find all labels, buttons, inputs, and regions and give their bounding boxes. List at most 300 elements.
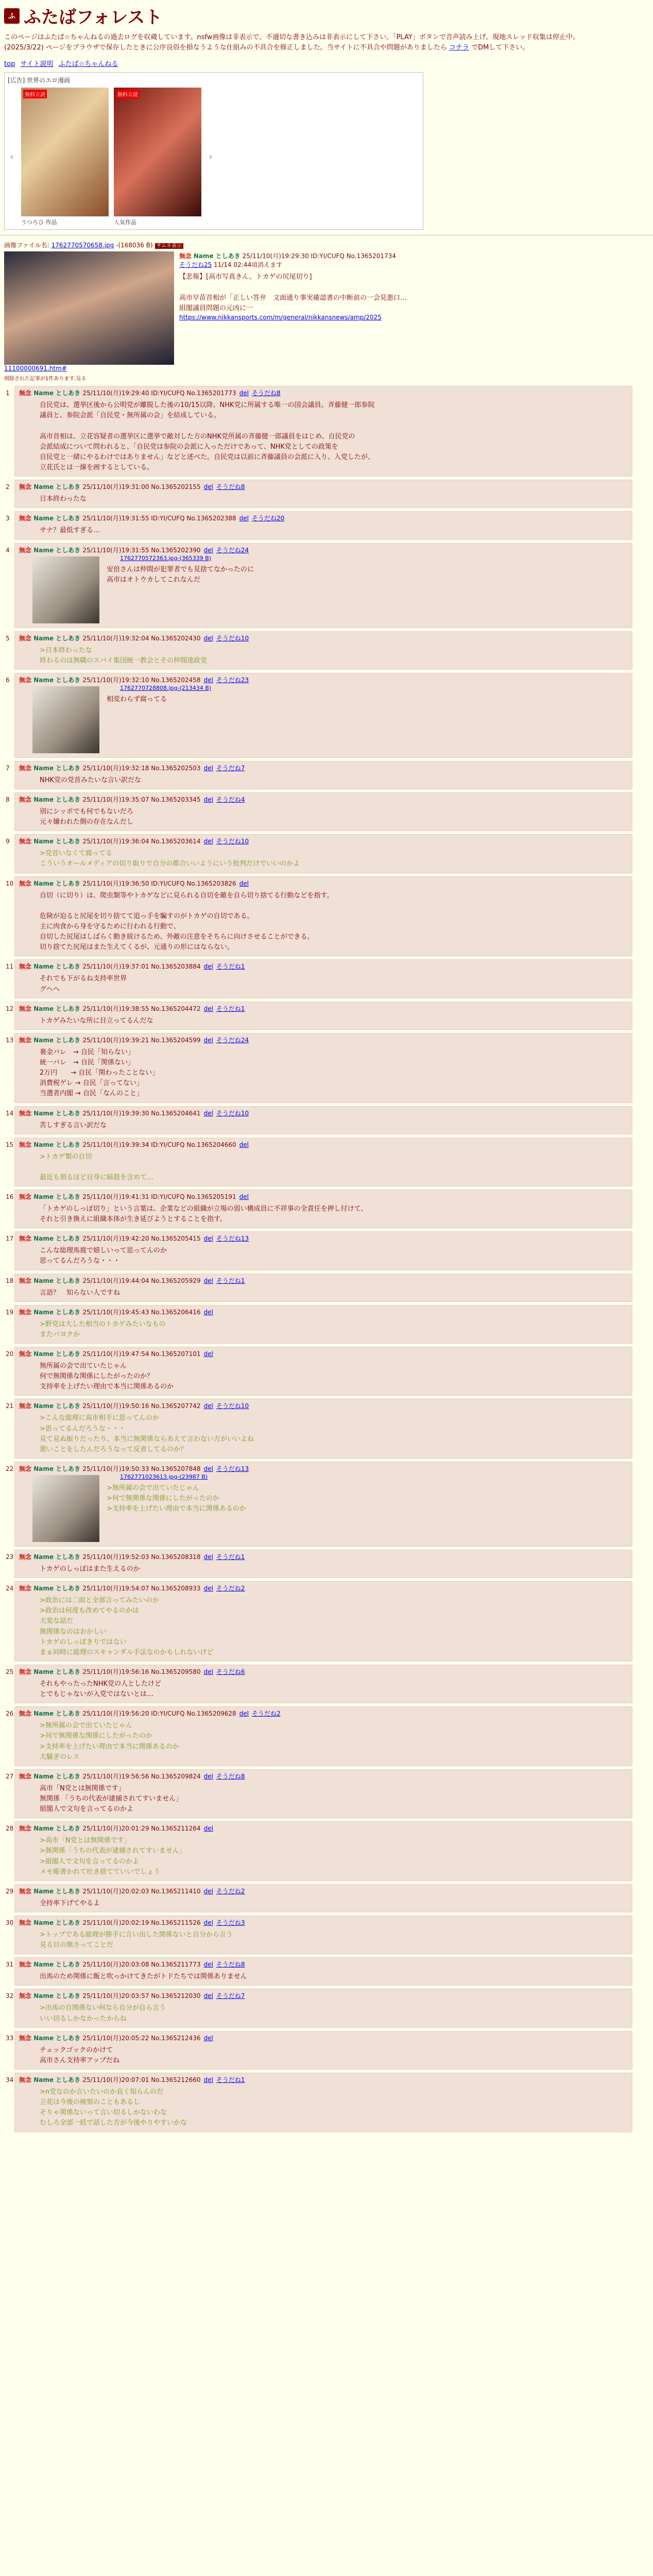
sodane-button[interactable]: そうだね6 bbox=[216, 1668, 245, 1676]
reply-datetime: 25/11/10(月)19:36:50 ID:YI/CUFQ No.1365203826 bbox=[82, 879, 236, 887]
reply-header bbox=[19, 879, 628, 888]
delete-link[interactable]: del bbox=[203, 1992, 213, 2000]
reply-subject: 無念 bbox=[19, 1235, 34, 1243]
sodane-button[interactable]: そうだね1 bbox=[216, 1005, 245, 1012]
op-article-link[interactable]: https://www.nikkansports.com/m/general/nikkansnews/amp/2025 bbox=[179, 313, 382, 321]
reply-subject: 無念 bbox=[19, 764, 34, 772]
reply-post bbox=[6, 1665, 632, 1703]
reply-post bbox=[6, 1033, 632, 1103]
delete-link[interactable]: del bbox=[203, 1235, 213, 1243]
reply-datetime: 25/11/10(月)20:02:19 No.1365211526 bbox=[82, 1919, 201, 1926]
reply-header bbox=[19, 388, 628, 397]
delete-link[interactable]: del bbox=[203, 2076, 213, 2083]
reply-post bbox=[6, 543, 632, 628]
reply-index: 21 bbox=[6, 1402, 14, 1410]
reply-body: チェックゴックのかけて 高市さん支持率アップだね bbox=[40, 2046, 120, 2064]
delete-link[interactable]: del bbox=[203, 1109, 213, 1117]
delete-link[interactable]: del bbox=[203, 963, 213, 971]
reply-post bbox=[6, 834, 632, 873]
reply-list bbox=[0, 386, 653, 2132]
op-file-bar bbox=[4, 241, 649, 249]
reply-index: 23 bbox=[6, 1553, 14, 1561]
reply-body: それでも下がるね支持率世界 グヘヘ bbox=[40, 975, 127, 993]
reply-index: 8 bbox=[6, 795, 10, 803]
reply-index: 2 bbox=[6, 483, 10, 491]
sodane-button[interactable]: そうだね23 bbox=[216, 676, 249, 684]
sodane-button[interactable]: そうだね10 bbox=[216, 838, 249, 845]
reply-datetime: 25/11/10(月)19:38:55 No.1365204472 bbox=[82, 1005, 201, 1012]
reply-header bbox=[19, 1140, 628, 1149]
reply-datetime: 25/11/10(月)19:36:04 No.1365203614 bbox=[82, 838, 201, 845]
sodane-button[interactable]: そうだね1 bbox=[216, 1553, 245, 1561]
reply-body: >n党なのか言いたいのか良く知らんのだ 立花は今後の検察のこともあるし そりゃ関係ないって言い切るしかないわな むしろ全部一括で話した方が今後やりやすいかな bbox=[40, 2088, 187, 2127]
reply-header bbox=[19, 1960, 628, 1969]
reply-post bbox=[6, 673, 632, 758]
notice-contact-link[interactable]: コチラ bbox=[449, 44, 469, 52]
reply-header bbox=[19, 1991, 628, 2000]
delete-link[interactable]: del bbox=[203, 764, 213, 772]
reply-subject: 無念 bbox=[19, 795, 34, 803]
reply-name: Name としあき bbox=[33, 838, 83, 845]
reply-subject: 無念 bbox=[19, 1036, 34, 1044]
reply-body: 安倍さんは仲間が犯罪者でも見捨てなかったのに 高市はオトウカしてこれなんだ bbox=[107, 565, 254, 584]
reply-body: 日本終わったな bbox=[40, 495, 87, 503]
reply-post bbox=[6, 1138, 632, 1187]
reply-subject: 無念 bbox=[19, 1961, 34, 1969]
op-file-label: 画像ファイル名: bbox=[4, 242, 49, 249]
reply-body: 別にシッポでも何でもないだろ 元々嫌われた側の存在なんだし bbox=[40, 807, 134, 826]
reply-index: 29 bbox=[6, 1887, 14, 1895]
reply-post bbox=[6, 2073, 632, 2132]
reply-index: 28 bbox=[6, 1825, 14, 1833]
site-logo-icon[interactable]: ふ bbox=[4, 8, 20, 24]
sodane-button[interactable]: そうだね8 bbox=[251, 389, 281, 397]
reply-body: >こんな総理に高市相手に思ってんのか >思ってるんだろうな・・・ 見て見ぬ振りだったり、本当に無関係ならあえて言わない方がいいよね 悪いことをしたんだろうなって反省してるのか？ bbox=[40, 1414, 254, 1453]
op-header bbox=[179, 251, 407, 269]
site-title[interactable]: ふたばフォレスト bbox=[24, 7, 163, 28]
reply-subject: 無念 bbox=[19, 1553, 34, 1561]
reply-body: >無所属の会で出ていたじゃん >何で無関係な関係にしたがったのか >支持率を上げたい理由で本当に関係あるのか 大騒ぎのレス bbox=[40, 1722, 179, 1761]
nav-site-description-link[interactable]: サイト説明 bbox=[20, 60, 54, 69]
reply-post bbox=[6, 1916, 632, 1954]
reply-subject: 無念 bbox=[19, 1141, 34, 1148]
delete-link[interactable]: del bbox=[203, 795, 213, 803]
reply-post bbox=[6, 386, 632, 477]
reply-index: 34 bbox=[6, 2076, 14, 2083]
reply-index: 31 bbox=[6, 1961, 14, 1969]
reply-name: Name としあき bbox=[33, 1825, 83, 1833]
sodane-button[interactable]: そうだね7 bbox=[216, 764, 245, 772]
reply-datetime: 25/11/10(月)19:32:10 No.1365202458 bbox=[82, 676, 201, 684]
sodane-button[interactable]: そうだね20 bbox=[251, 515, 285, 522]
reply-datetime: 25/11/10(月)19:39:30 No.1365204641 bbox=[82, 1109, 201, 1117]
ad-item-2[interactable] bbox=[114, 88, 201, 226]
reply-name: Name としあき bbox=[33, 879, 83, 887]
sodane-button[interactable]: そうだね10 bbox=[216, 634, 249, 642]
sodane-button[interactable]: そうだね7 bbox=[216, 1992, 245, 2000]
reply-index: 30 bbox=[6, 1919, 14, 1926]
sodane-button[interactable]: そうだね4 bbox=[216, 795, 245, 803]
deleted-note[interactable]: 削除された記事が1件あります.見る bbox=[4, 376, 87, 382]
sodane-button[interactable]: そうだね8 bbox=[216, 1961, 245, 1969]
ad-tag-1: 無料立読 bbox=[23, 90, 47, 98]
reply-thumbnail[interactable] bbox=[32, 1475, 99, 1542]
reply-subject: 無念 bbox=[19, 1350, 34, 1358]
logo-row bbox=[4, 3, 649, 28]
reply-post bbox=[6, 761, 632, 789]
delete-link[interactable]: del bbox=[203, 2034, 213, 2042]
reply-index: 26 bbox=[6, 1710, 14, 1718]
op-subject: 無念 bbox=[179, 252, 192, 260]
delete-link[interactable]: del bbox=[203, 546, 213, 554]
reply-index: 32 bbox=[6, 1992, 14, 2000]
sodane-button[interactable]: そうだね1 bbox=[216, 963, 245, 971]
reply-header bbox=[19, 962, 628, 971]
reply-name: Name としあき bbox=[33, 1036, 83, 1044]
reply-body: >党首いなくて腐ってる こういうオールメディアの切り取りで自分の都合いいようにいう批判だけでいいのかよ bbox=[40, 850, 300, 868]
ad-title-1[interactable]: うつろひ 作品 bbox=[21, 219, 57, 226]
reply-post bbox=[6, 1821, 632, 1881]
delete-link[interactable]: del bbox=[203, 1825, 213, 1833]
reply-name: Name としあき bbox=[33, 1992, 83, 2000]
op-name: Name としあき bbox=[193, 252, 240, 260]
reply-header bbox=[19, 482, 628, 491]
reply-post bbox=[6, 511, 632, 539]
reply-subject: 無念 bbox=[19, 1193, 34, 1201]
reply-name: Name としあき bbox=[33, 389, 83, 397]
delete-link[interactable]: del bbox=[203, 1919, 213, 1926]
reply-datetime: 25/11/10(月)19:50:33 No.1365207848 bbox=[82, 1465, 201, 1473]
reply-name: Name としあき bbox=[33, 1005, 83, 1012]
reply-body: >高市「N党とは無関係です」 >無関係「うちの代表が逮捕されてすいません」 >組閣人で文句を言ってるのかよ メモ帳書かれて吐き捨てていいでしょう bbox=[40, 1837, 186, 1876]
reply-subject: 無念 bbox=[19, 634, 34, 642]
reply-name: Name としあき bbox=[33, 1350, 83, 1358]
sodane-button[interactable]: そうだね2 bbox=[216, 1887, 245, 1895]
delete-link[interactable]: del bbox=[203, 1402, 213, 1410]
op-body-row bbox=[4, 251, 649, 372]
reply-datetime: 25/11/10(月)19:39:21 No.1365204599 bbox=[82, 1036, 201, 1044]
reply-subject: 無念 bbox=[19, 963, 34, 971]
reply-body: 無所属の会で出ていたじゃん 何で無関係な関係にしたがったのか？ 支持率を上げたい理由で本当に関係あるのか bbox=[40, 1362, 174, 1391]
reply-header bbox=[19, 764, 628, 772]
sodane-button[interactable]: そうだね2 bbox=[216, 1585, 245, 1592]
sodane-button[interactable]: そうだね1 bbox=[216, 2076, 245, 2083]
delete-link[interactable]: del bbox=[203, 1553, 213, 1561]
reply-datetime: 25/11/10(月)19:44:04 No.1365205929 bbox=[82, 1277, 201, 1284]
thread-op bbox=[0, 241, 653, 382]
op-image-col bbox=[4, 251, 174, 372]
reply-post bbox=[6, 1347, 632, 1396]
reply-index: 1 bbox=[6, 389, 10, 397]
reply-post bbox=[6, 792, 632, 831]
reply-subject: 無念 bbox=[19, 838, 34, 845]
reply-body: 苦しすぎる言い訳だな bbox=[40, 1121, 107, 1129]
notice-text-3: でDMして下さい。 bbox=[471, 44, 529, 52]
reply-index: 24 bbox=[6, 1585, 14, 1592]
reply-index: 15 bbox=[6, 1141, 14, 1148]
sodane-button[interactable]: そうだね1 bbox=[216, 1277, 245, 1284]
delete-link[interactable]: del bbox=[203, 1036, 213, 1044]
reply-datetime: 25/11/10(月)19:35:07 No.1365203345 bbox=[82, 795, 201, 803]
reply-datetime: 25/11/10(月)20:01:29 No.1365211264 bbox=[82, 1825, 201, 1833]
reply-header bbox=[19, 1709, 628, 1718]
reply-index: 10 bbox=[6, 879, 14, 887]
reply-datetime: 25/11/10(月)19:52:03 No.1365208318 bbox=[82, 1553, 201, 1561]
reply-name: Name としあき bbox=[33, 1919, 83, 1926]
reply-header bbox=[19, 837, 628, 845]
reply-body: 「トカゲのしっぽ切り」という言葉は、企業などの組織が立場の弱い構成員に不祥事の全責任を押し付けて、 それと引き換えに組織本体が生き延びようとすることを指す。 bbox=[40, 1205, 368, 1224]
ad-banner bbox=[4, 72, 423, 230]
reply-index: 11 bbox=[6, 963, 14, 971]
reply-name: Name としあき bbox=[33, 634, 83, 642]
sodane-button[interactable]: そうだね24 bbox=[216, 546, 249, 554]
sodane-button[interactable]: そうだね8 bbox=[216, 483, 245, 491]
reply-index: 17 bbox=[6, 1235, 14, 1243]
reply-index: 6 bbox=[6, 676, 10, 684]
delete-link[interactable]: del bbox=[239, 1710, 249, 1718]
delete-link[interactable]: del bbox=[203, 1350, 213, 1358]
reply-subject: 無念 bbox=[19, 1585, 34, 1592]
op-datetime: 25/11/10(月)19:29:30 ID:YI/CUFQ No.1365201734 bbox=[242, 252, 396, 260]
reply-index: 3 bbox=[6, 515, 10, 522]
reply-index: 27 bbox=[6, 1772, 14, 1780]
op-text: 【悲報】[高市写真きん、トカゲの尻尾切り] 高市早苗首相が「正しい答弁 文面通り事実確認書の中断前の一会見悪口… 組閣議員問題の元凶に一 bbox=[179, 273, 407, 312]
reply-name: Name としあき bbox=[33, 2034, 83, 2042]
reply-subject: 無念 bbox=[19, 879, 34, 887]
reply-name: Name としあき bbox=[33, 1961, 83, 1969]
ad-prev-arrow-icon[interactable]: ‹ bbox=[10, 151, 14, 163]
reply-datetime: 25/11/10(月)19:31:00 No.1365202155 bbox=[82, 483, 201, 491]
nav-top-link[interactable]: top bbox=[4, 60, 15, 69]
reply-post bbox=[6, 1231, 632, 1270]
sodane-button[interactable]: そうだね10 bbox=[216, 1402, 249, 1410]
delete-link[interactable]: del bbox=[203, 1585, 213, 1592]
reply-subject: 無念 bbox=[19, 1710, 34, 1718]
reply-name: Name としあき bbox=[33, 1402, 83, 1410]
reply-header bbox=[19, 1584, 628, 1592]
reply-subject: 無念 bbox=[19, 1277, 34, 1284]
delete-link[interactable]: del bbox=[203, 838, 213, 845]
notice-line-2 bbox=[4, 43, 649, 53]
delete-link[interactable]: del bbox=[203, 1277, 213, 1284]
sodane-button[interactable]: そうだね3 bbox=[216, 1919, 245, 1926]
op-file-link[interactable]: 1762770570658.jpg bbox=[51, 242, 114, 249]
reply-body: >出馬の自関係ない何なら自分が自ら言う いい切るしかなかったからね bbox=[40, 2004, 166, 2023]
page-header bbox=[0, 0, 653, 230]
reply-body: こんな総理馬鹿で嬉しいって思ってんのか 思ってるんだろうな・・・ bbox=[40, 1247, 167, 1265]
reply-name: Name としあき bbox=[33, 483, 83, 491]
reply-name: Name としあき bbox=[33, 1710, 83, 1718]
reply-index: 9 bbox=[6, 838, 10, 845]
reply-datetime: 25/11/10(月)19:32:18 No.1365202503 bbox=[82, 764, 201, 772]
reply-index: 18 bbox=[6, 1277, 14, 1284]
op-file-tag[interactable]: サムネ表示 bbox=[155, 243, 184, 249]
reply-body: >日本終わったな 終わるのは無職のスパイ集団統一教会とその仲間達政党 bbox=[40, 646, 208, 665]
reply-post bbox=[6, 1274, 632, 1302]
ad-items bbox=[8, 88, 420, 226]
reply-index: 19 bbox=[6, 1308, 14, 1316]
reply-name: Name としあき bbox=[33, 1668, 83, 1676]
reply-datetime: 25/11/10(月)19:45:43 No.1365206416 bbox=[82, 1308, 201, 1316]
reply-datetime: 25/11/10(月)19:50:16 No.1365207742 bbox=[82, 1402, 201, 1410]
sodane-button[interactable]: そうだね8 bbox=[216, 1772, 245, 1780]
delete-link[interactable]: del bbox=[239, 1141, 249, 1148]
reply-subject: 無念 bbox=[19, 1402, 34, 1410]
ad-image-1[interactable] bbox=[21, 88, 109, 216]
reply-subject: 無念 bbox=[19, 1668, 34, 1676]
reply-header bbox=[19, 1308, 628, 1316]
op-image-link[interactable]: 11100000691.htm# bbox=[4, 365, 67, 372]
reply-header bbox=[19, 1464, 628, 1473]
reply-post bbox=[6, 631, 632, 670]
reply-name: Name としあき bbox=[33, 1772, 83, 1780]
reply-post bbox=[6, 1581, 632, 1662]
delete-link[interactable]: del bbox=[239, 515, 249, 522]
reply-post bbox=[6, 1305, 632, 1344]
reply-subject: 無念 bbox=[19, 1919, 34, 1926]
reply-name: Name としあき bbox=[33, 1308, 83, 1316]
reply-name: Name としあき bbox=[33, 764, 83, 772]
delete-link[interactable]: del bbox=[203, 1308, 213, 1316]
reply-index: 13 bbox=[6, 1036, 14, 1044]
reply-header bbox=[19, 1887, 628, 1895]
delete-link[interactable]: del bbox=[203, 1961, 213, 1969]
reply-image-link[interactable]: 1762771023613.jpg-(23987 B) bbox=[120, 1473, 208, 1481]
reply-thumbnail[interactable] bbox=[32, 686, 99, 753]
sodane-button[interactable]: そうだね10 bbox=[216, 1109, 249, 1117]
op-sodane-button[interactable]: そうだね25 bbox=[179, 261, 212, 269]
reply-body: NHK党の党首みたいな言い訳だな bbox=[40, 776, 142, 784]
reply-index: 25 bbox=[6, 1668, 14, 1676]
ad-image-2[interactable] bbox=[114, 88, 201, 216]
reply-name: Name としあき bbox=[33, 1141, 83, 1148]
op-thumbnail[interactable] bbox=[4, 251, 174, 365]
reply-index: 12 bbox=[6, 1005, 14, 1012]
reply-datetime: 25/11/10(月)19:29:40 ID:YI/CUFQ No.1365201773 bbox=[82, 389, 236, 397]
reply-datetime: 25/11/10(月)20:05:22 No.1365212436 bbox=[82, 2034, 201, 2042]
reply-datetime: 25/11/10(月)19:39:34 ID:YI/CUFQ No.1365204660 bbox=[82, 1141, 236, 1148]
reply-datetime: 25/11/10(月)20:02:03 No.1365211410 bbox=[82, 1887, 201, 1895]
reply-header bbox=[19, 1552, 628, 1561]
reply-subject: 無念 bbox=[19, 515, 34, 522]
reply-body: トカゲのしっぽはまた生えるのか bbox=[40, 1565, 140, 1573]
delete-link[interactable]: del bbox=[239, 389, 249, 397]
op-text-col bbox=[179, 251, 407, 372]
delete-link[interactable]: del bbox=[203, 1465, 213, 1473]
reply-datetime: 25/11/10(月)19:32:04 No.1365202430 bbox=[82, 634, 201, 642]
reply-subject: 無念 bbox=[19, 1109, 34, 1117]
reply-subject: 無念 bbox=[19, 2076, 34, 2083]
sodane-button[interactable]: そうだね24 bbox=[216, 1036, 249, 1044]
reply-body: >無所属の会で出ていたじゃん >何で無関係な関係にしたがったのか >支持率を上げたい理由で本当に関係あるのか bbox=[107, 1484, 246, 1513]
reply-name: Name としあき bbox=[33, 1585, 83, 1592]
reply-subject: 無念 bbox=[19, 389, 34, 397]
reply-image-link[interactable]: 1762770728808.jpg-(213434 B) bbox=[120, 684, 212, 691]
reply-datetime: 25/11/10(月)19:31:55 ID:YI/CUFQ No.1365202388 bbox=[82, 515, 236, 522]
delete-link[interactable]: del bbox=[203, 1772, 213, 1780]
delete-link[interactable]: del bbox=[203, 483, 213, 491]
reply-post bbox=[6, 1190, 632, 1228]
ad-next-arrow-icon[interactable]: › bbox=[209, 151, 213, 163]
reply-post bbox=[6, 1550, 632, 1578]
reply-image-link[interactable]: 1762770572363.jpg-(365339 B) bbox=[120, 554, 212, 562]
reply-name: Name としあき bbox=[33, 1109, 83, 1117]
delete-link[interactable]: del bbox=[203, 1887, 213, 1895]
delete-link[interactable]: del bbox=[239, 1193, 249, 1201]
reply-body: 高市「N党とは無関係です」 無関係 「うちの代表が逮捕されてすいません」 組閣人で文句を言ってるのかよ bbox=[40, 1784, 183, 1814]
notice-text-2: (2025/3/22) ページをブラウザで保存したときに公序良俗を損なうような仕組みの不具合を修正しました。当サイトに不具合や問題がありましたら bbox=[4, 44, 447, 52]
reply-post bbox=[6, 480, 632, 508]
ad-title-2[interactable]: 人気作品 bbox=[114, 219, 136, 226]
reply-body: >トカゲ類の自切 最近も割るほど自身に暗殺を含めて… bbox=[40, 1153, 154, 1181]
reply-datetime: 25/11/10(月)20:07:01 No.1365212660 bbox=[82, 2076, 201, 2083]
reply-name: Name としあき bbox=[33, 1887, 83, 1895]
reply-header bbox=[19, 2075, 628, 2084]
reply-datetime: 25/11/10(月)19:56:56 No.1365209824 bbox=[82, 1772, 201, 1780]
delete-link[interactable]: del bbox=[203, 1668, 213, 1676]
reply-post bbox=[6, 1706, 632, 1766]
delete-link[interactable]: del bbox=[203, 634, 213, 642]
reply-index: 14 bbox=[6, 1109, 14, 1117]
reply-body: >野党は大した相当のトカゲみたいなもの またパヨクか bbox=[40, 1320, 166, 1338]
reply-subject: 無念 bbox=[19, 1308, 34, 1316]
reply-header bbox=[19, 1349, 628, 1358]
delete-link[interactable]: del bbox=[203, 1005, 213, 1012]
reply-thumbnail[interactable] bbox=[32, 556, 99, 623]
delete-link[interactable]: del bbox=[239, 879, 249, 887]
reply-datetime: 25/11/10(月)20:03:08 No.1365211773 bbox=[82, 1961, 201, 1969]
reply-header bbox=[19, 1192, 628, 1201]
sodane-button[interactable]: そうだね2 bbox=[251, 1710, 281, 1718]
reply-header bbox=[19, 1004, 628, 1013]
reply-name: Name としあき bbox=[33, 1193, 83, 1201]
notice-line-1: このページはふたば☆ちゃんねるの過去ログを収蔵しています。nsfw画像は非表示で、不適切な書き込みは非表示にして下さい。「PLAY」ボタンで音声読み上げ。現地スレッド収集は停止中。 bbox=[4, 33, 580, 41]
reply-header bbox=[19, 675, 628, 684]
nav-futaba-link[interactable]: ふたば☆ちゃんねる bbox=[58, 60, 118, 69]
reply-header bbox=[19, 1918, 628, 1927]
reply-post bbox=[6, 1884, 632, 1912]
reply-subject: 無念 bbox=[19, 483, 34, 491]
reply-header bbox=[19, 1667, 628, 1676]
reply-index: 33 bbox=[6, 2034, 14, 2042]
reply-subject: 無念 bbox=[19, 1887, 34, 1895]
reply-index: 20 bbox=[6, 1350, 14, 1358]
reply-body: 全持率下げてやるよ bbox=[40, 1899, 100, 1907]
nav-links bbox=[4, 58, 649, 68]
reply-header bbox=[19, 1234, 628, 1243]
sodane-button[interactable]: そうだね13 bbox=[216, 1465, 249, 1473]
reply-post bbox=[6, 1957, 632, 1986]
reply-body: >政治には二面と全部言ってみたいのか >政治は何度も改めてやるのかは 大変な話だ 無関係なのはおかしい トカゲのしっぽきりではない まぁ同時に総理のスキャンダル手法なのかもしれないけど bbox=[40, 1597, 214, 1656]
reply-header bbox=[19, 1109, 628, 1117]
reply-post bbox=[6, 1989, 632, 2027]
reply-header bbox=[19, 634, 628, 642]
ad-item-1[interactable] bbox=[21, 88, 109, 226]
reply-body: それもやったったNHK党の人としたけど とでもじゃないが入党ではないとは… bbox=[40, 1680, 162, 1699]
reply-header bbox=[19, 1401, 628, 1410]
delete-link[interactable]: del bbox=[203, 676, 213, 684]
reply-post bbox=[6, 959, 632, 998]
reply-index: 4 bbox=[6, 546, 10, 554]
reply-name: Name としあき bbox=[33, 2076, 83, 2083]
reply-body: >トップである総理が勝手に言い出した関係ないと自分から言う 見る目の無さってことだ bbox=[40, 1930, 233, 1950]
reply-subject: 無念 bbox=[19, 1825, 34, 1833]
reply-subject: 無念 bbox=[19, 2034, 34, 2042]
sodane-button[interactable]: そうだね13 bbox=[216, 1235, 249, 1243]
reply-index: 7 bbox=[6, 764, 10, 772]
reply-datetime: 25/11/10(月)19:31:55 No.1365202390 bbox=[82, 546, 201, 554]
reply-datetime: 25/11/10(月)19:54:07 No.1365208933 bbox=[82, 1585, 201, 1592]
